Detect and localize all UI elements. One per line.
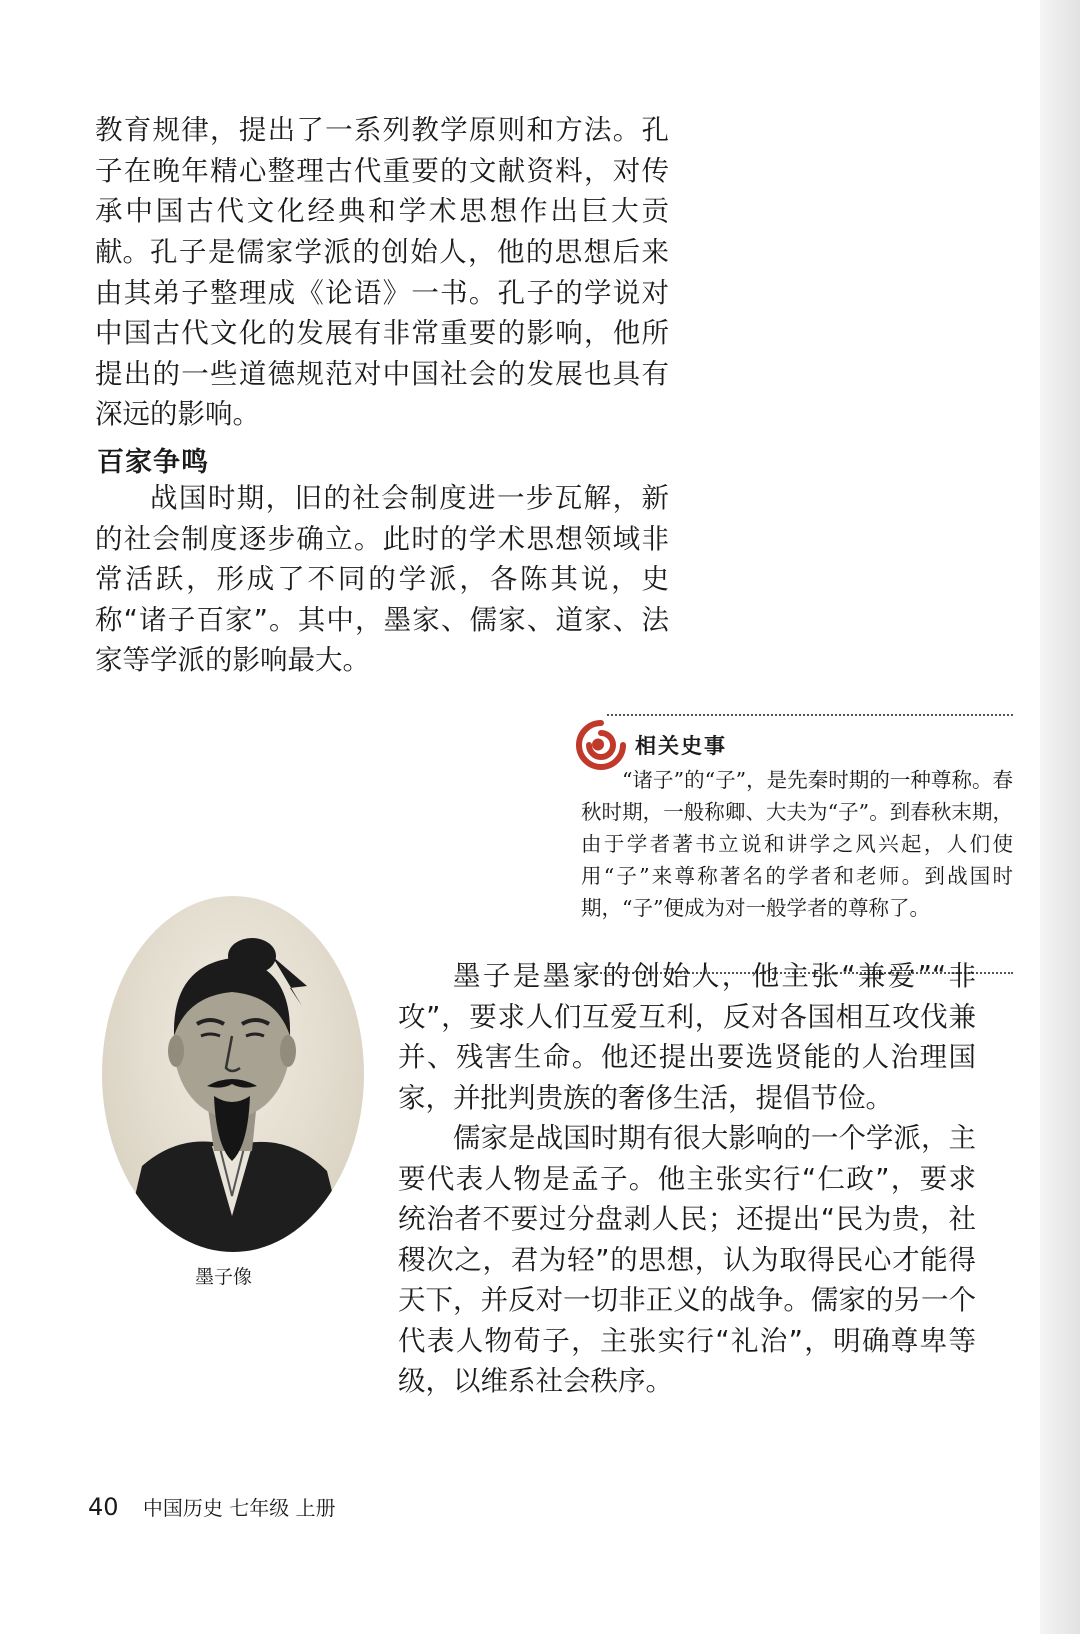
intro-paragraph-1: 教育规律，提出了一系列教学原则和方法。孔子在晚年精心整理古代重要的文献资料，对传承中国古代文化经典和学术思想作出巨大贡献。 (95, 114, 669, 268)
mozi-portrait-drawing (102, 896, 364, 1252)
sidebar-heading: 相关史事 (635, 734, 727, 758)
section-title: 百家争鸣 (97, 447, 209, 478)
mozi-portrait (102, 896, 364, 1252)
section-paragraph: 战国时期，旧的社会制度进一步瓦解，新的社会制度逐步确立。此时的学术思想领域非常活跃，形成了不同的学派，各陈其说，史称“诸子百家”。其中，墨家、儒家、道家、法家等学派的影响最大。 (95, 482, 669, 676)
sidebar-top-rule (607, 714, 1013, 716)
intro-paragraph-2: 孔子是儒家学派的创始人，他的思想后来由其弟子整理成《论语》一书。孔子的学说对中国古代文化的发展有非常重要的影响，他所提出的一些道德规范对中国社会的发展也具有深远的影响。 (95, 236, 669, 430)
related-history-box (577, 714, 1013, 974)
page-edge-shadow (1040, 0, 1080, 1634)
mozi-paragraph: 墨子是墨家的创始人，他主张“兼爱”“非攻”，要求人们互爱互利，反对各国相互攻伐兼并、残害生命。他还提出要选贤能的人治理国家，并批判贵族的奢侈生活，提倡节俭。 (398, 960, 976, 1114)
confucianism-paragraph: 儒家是战国时期有很大影响的一个学派，主要代表人物是孟子。他主张实行“仁政”，要求统治者不要过分盘剥人民；还提出“民为贵，社稷次之，君为轻”的思想，认为取得民心才能得天下，并反对一切非正义的战争。儒家的另一个代表人物荀子，主张实行“礼治”，明确尊卑等级，以维系社会秩序。 (398, 1122, 976, 1397)
page-footer (88, 1492, 336, 1521)
book-title: 中国历史 七年级 上册 (142, 1496, 336, 1520)
portrait-caption: 墨子像 (195, 1266, 253, 1288)
sidebar-text: “诸子”的“子”，是先秦时期的一种尊称。春秋时期，一般称卿、大夫为“子”。到春秋末期，由于学者著书立说和讲学之风兴起，人们使用“子”来尊称著名的学者和老师。到战国时期，“子”便成为对一般学者的尊称了。 (581, 768, 1013, 920)
page-number: 40 (88, 1493, 119, 1521)
